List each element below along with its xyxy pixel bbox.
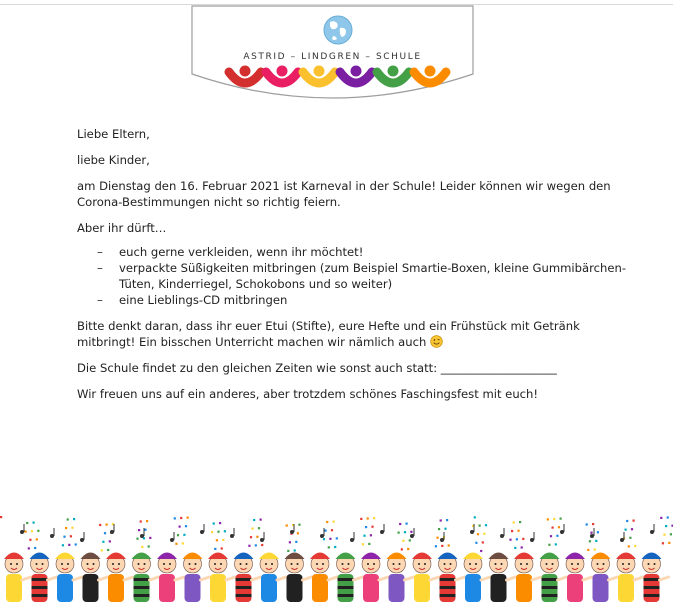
list-item: – verpackte Süßigkeiten mitbringen (zum Beispiel Smartie-Boxen, kleine Gummibärchen-Tüten, Kinderriegel, Schokobons und so weiter) (97, 260, 637, 292)
reminder-paragraph (77, 318, 637, 350)
reminder-text: Bitte denkt daran, dass ihr euer Etui (Stifte), eure Hefte und ein Frühstück mit Getränk mitbringt! Ein bisschen Unterricht machen wir nämlich auch (77, 319, 580, 349)
greeting-parents: Liebe Eltern, (77, 127, 150, 141)
times-blank-line: ____________________ (440, 361, 557, 375)
footer-decoration (0, 516, 673, 602)
times-text: Die Schule findet zu den gleichen Zeiten wie sonst auch statt: (77, 361, 438, 375)
intro-paragraph: am Dienstag den 16. Februar 2021 ist Karneval in der Schule! Leider können wir wegen den Corona-Bestimmungen nicht so richtig feiern. (77, 179, 611, 209)
allowed-intro: Aber ihr dürft… (77, 221, 167, 235)
school-logo-header (190, 4, 475, 104)
allowed-list (77, 244, 637, 308)
times-paragraph (77, 360, 637, 376)
greeting-children: liebe Kinder, (77, 153, 150, 167)
smiley-icon (430, 335, 443, 348)
carnival-children-border-icon (0, 516, 673, 602)
school-name: ASTRID – LINDGREN – SCHULE (243, 52, 422, 62)
globe-icon (324, 16, 352, 44)
closing-paragraph: Wir freuen uns auf ein anderes, aber trotzdem schönes Faschingsfest mit euch! (77, 387, 539, 401)
list-item: – eine Lieblings-CD mitbringen (97, 292, 637, 308)
list-item: – euch gerne verkleiden, wenn ihr möchtet! (97, 244, 637, 260)
letter-body (77, 126, 637, 412)
